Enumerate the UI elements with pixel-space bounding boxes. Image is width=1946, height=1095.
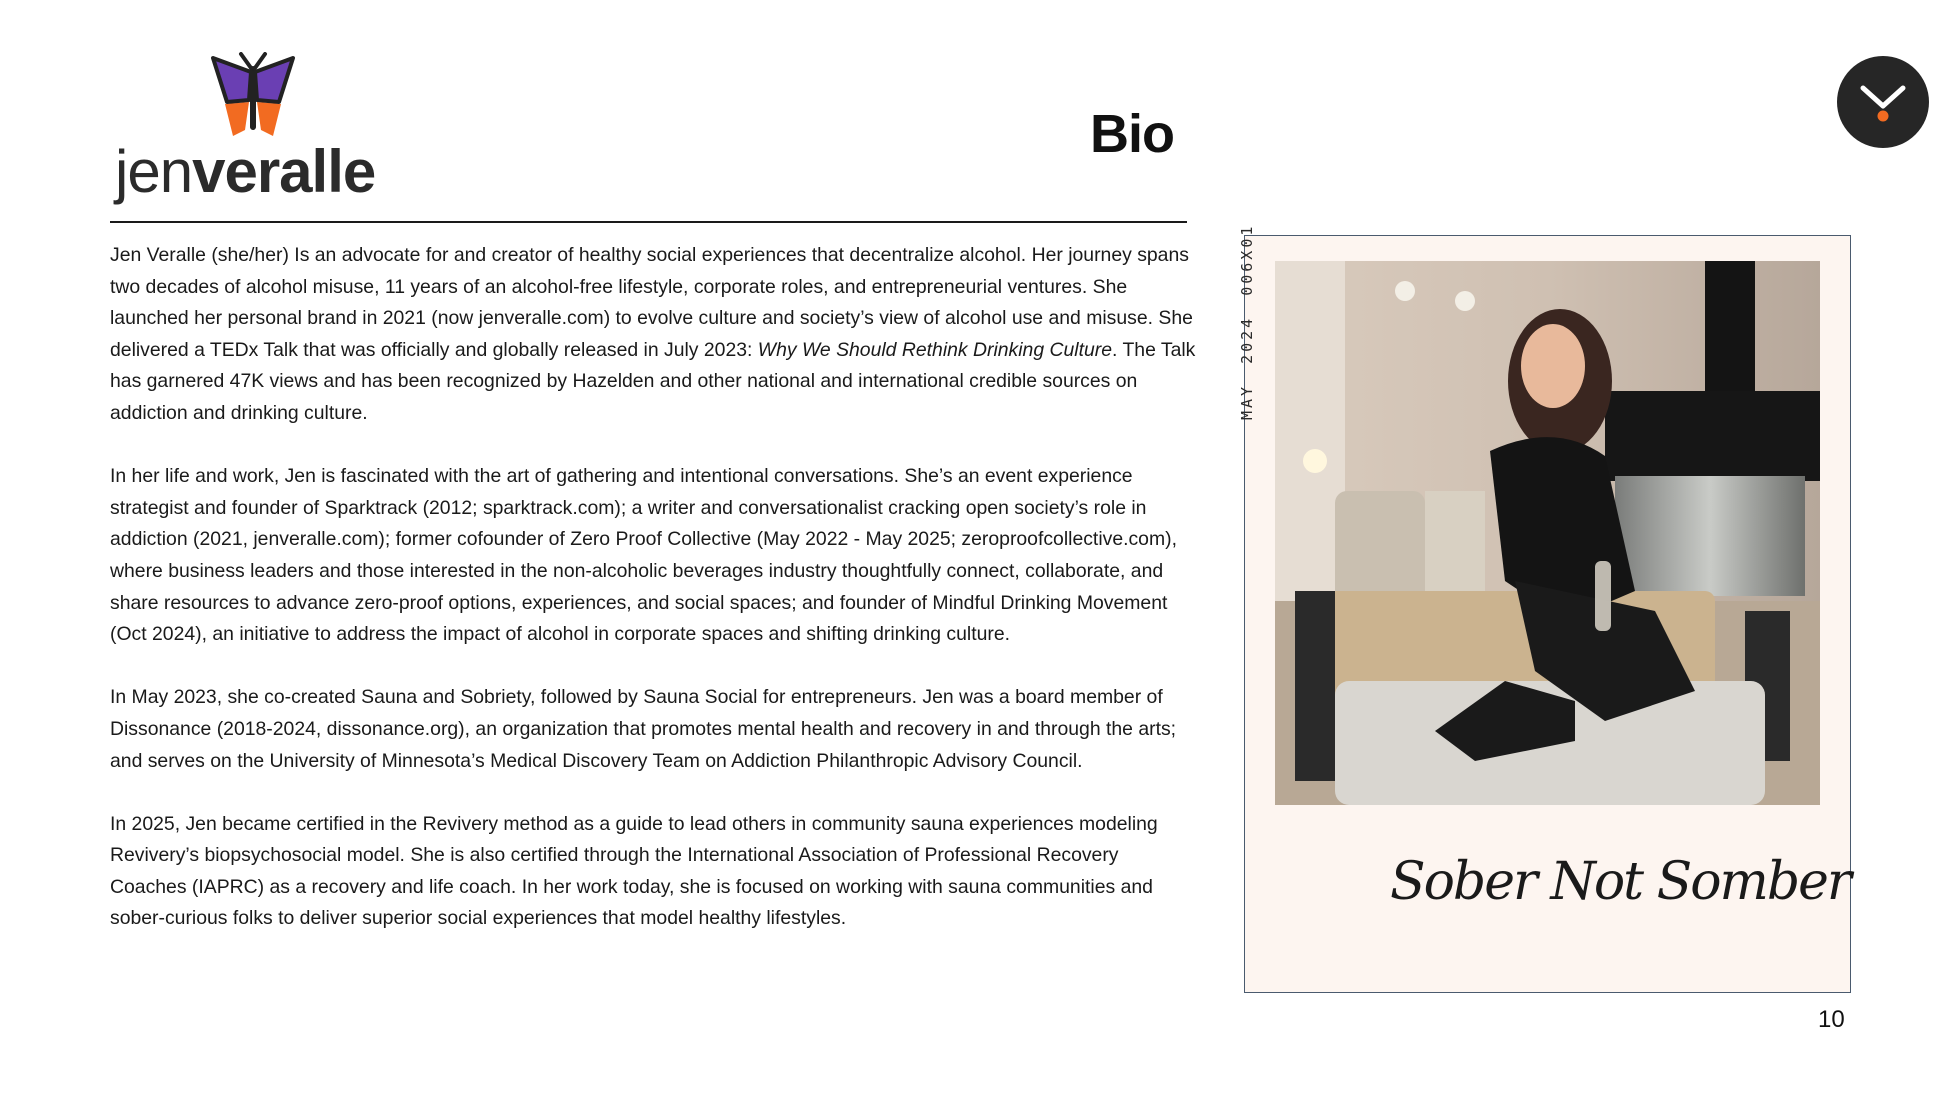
polaroid-side-label: [1238, 204, 1256, 420]
wordmark-bold: veralle: [192, 138, 376, 205]
side-month: MAY: [1238, 383, 1256, 420]
butterfly-logo-icon: [205, 52, 301, 136]
brand-logo: [115, 52, 415, 212]
bio-p1-text-b: . The Talk has garnered 47K views and has been recognized by Hazelden and other national and international credible sources on addiction and drinking culture.: [110, 338, 1196, 424]
side-code: 006X01: [1238, 223, 1256, 296]
bio-content: [110, 240, 1200, 967]
brand-wordmark: [115, 136, 375, 208]
clock-icon: [1837, 56, 1929, 148]
bio-paragraph-4: In 2025, Jen became certified in the Revivery method as a guide to lead others in community sauna experiences modeling Revivery’s biopsychosocial model. She is also certified through the International Association of Professional Recovery Coaches (IAPRC) as a recovery and life coach. In her work today, she is focused on working with sauna communities and sober-curious folks to deliver superior social experiences that model healthy lifestyles.: [110, 812, 1158, 930]
clock-hands-icon: [1837, 56, 1929, 148]
tedx-talk-title: Why We Should Rethink Drinking Culture: [757, 338, 1113, 361]
header-divider: [110, 221, 1187, 223]
caption-signature: Sober Not Somber: [1390, 852, 1850, 912]
bio-p1-text-a: Jen Veralle (she/her) Is an advocate for and creator of healthy social experiences that decentralize alcohol. Her journey spans two decades of alcohol misuse, 11 years of an alcohol-free lifestyle, corporate roles, and entrepreneurial ventures. She launched her personal brand in 2021 (now jenveralle.com) to evolve culture and society’s view of alcohol use and misuse. She delivered a TEDx Talk that was officially and globally released in July 2023:: [110, 244, 1193, 361]
page-title: Bio: [1090, 104, 1174, 164]
bio-paragraph-3: In May 2023, she co-created Sauna and Sobriety, followed by Sauna Social for entrepreneurs. Jen was a board member of Dissonance (2018-2024, dissonance.org), an organization that promotes mental health and recovery in and through the arts; and serves on the University of Minnesota’s Medical Discovery Team on Addiction Philanthropic Advisory Council.: [110, 686, 1177, 772]
wordmark-light: jen: [115, 138, 193, 205]
bio-paragraph-2: In her life and work, Jen is fascinated with the art of gathering and intentional conversations. She’s an event experience strategist and founder of Sparktrack (2012; sparktrack.com); a writer and conversationalist cracking open society’s role in addiction (2021, jenveralle.com); former cofounder of Zero Proof Collective (May 2022 - May 2025; zeroproofcollective.com), where business leaders and those interested in the non-alcoholic beverages industry thoughtfully connect, collaborate, and share resources to advance zero-proof options, experiences, and social spaces; and founder of Mindful Drinking Movement (Oct 2024), an initiative to address the impact of alcohol in corporate spaces and shifting drinking culture.: [110, 465, 1177, 646]
side-year: 2024: [1238, 315, 1256, 364]
bio-paragraph-1: [110, 240, 1200, 430]
page-number: 10: [1818, 1006, 1845, 1033]
portrait-photo: [1275, 261, 1820, 805]
